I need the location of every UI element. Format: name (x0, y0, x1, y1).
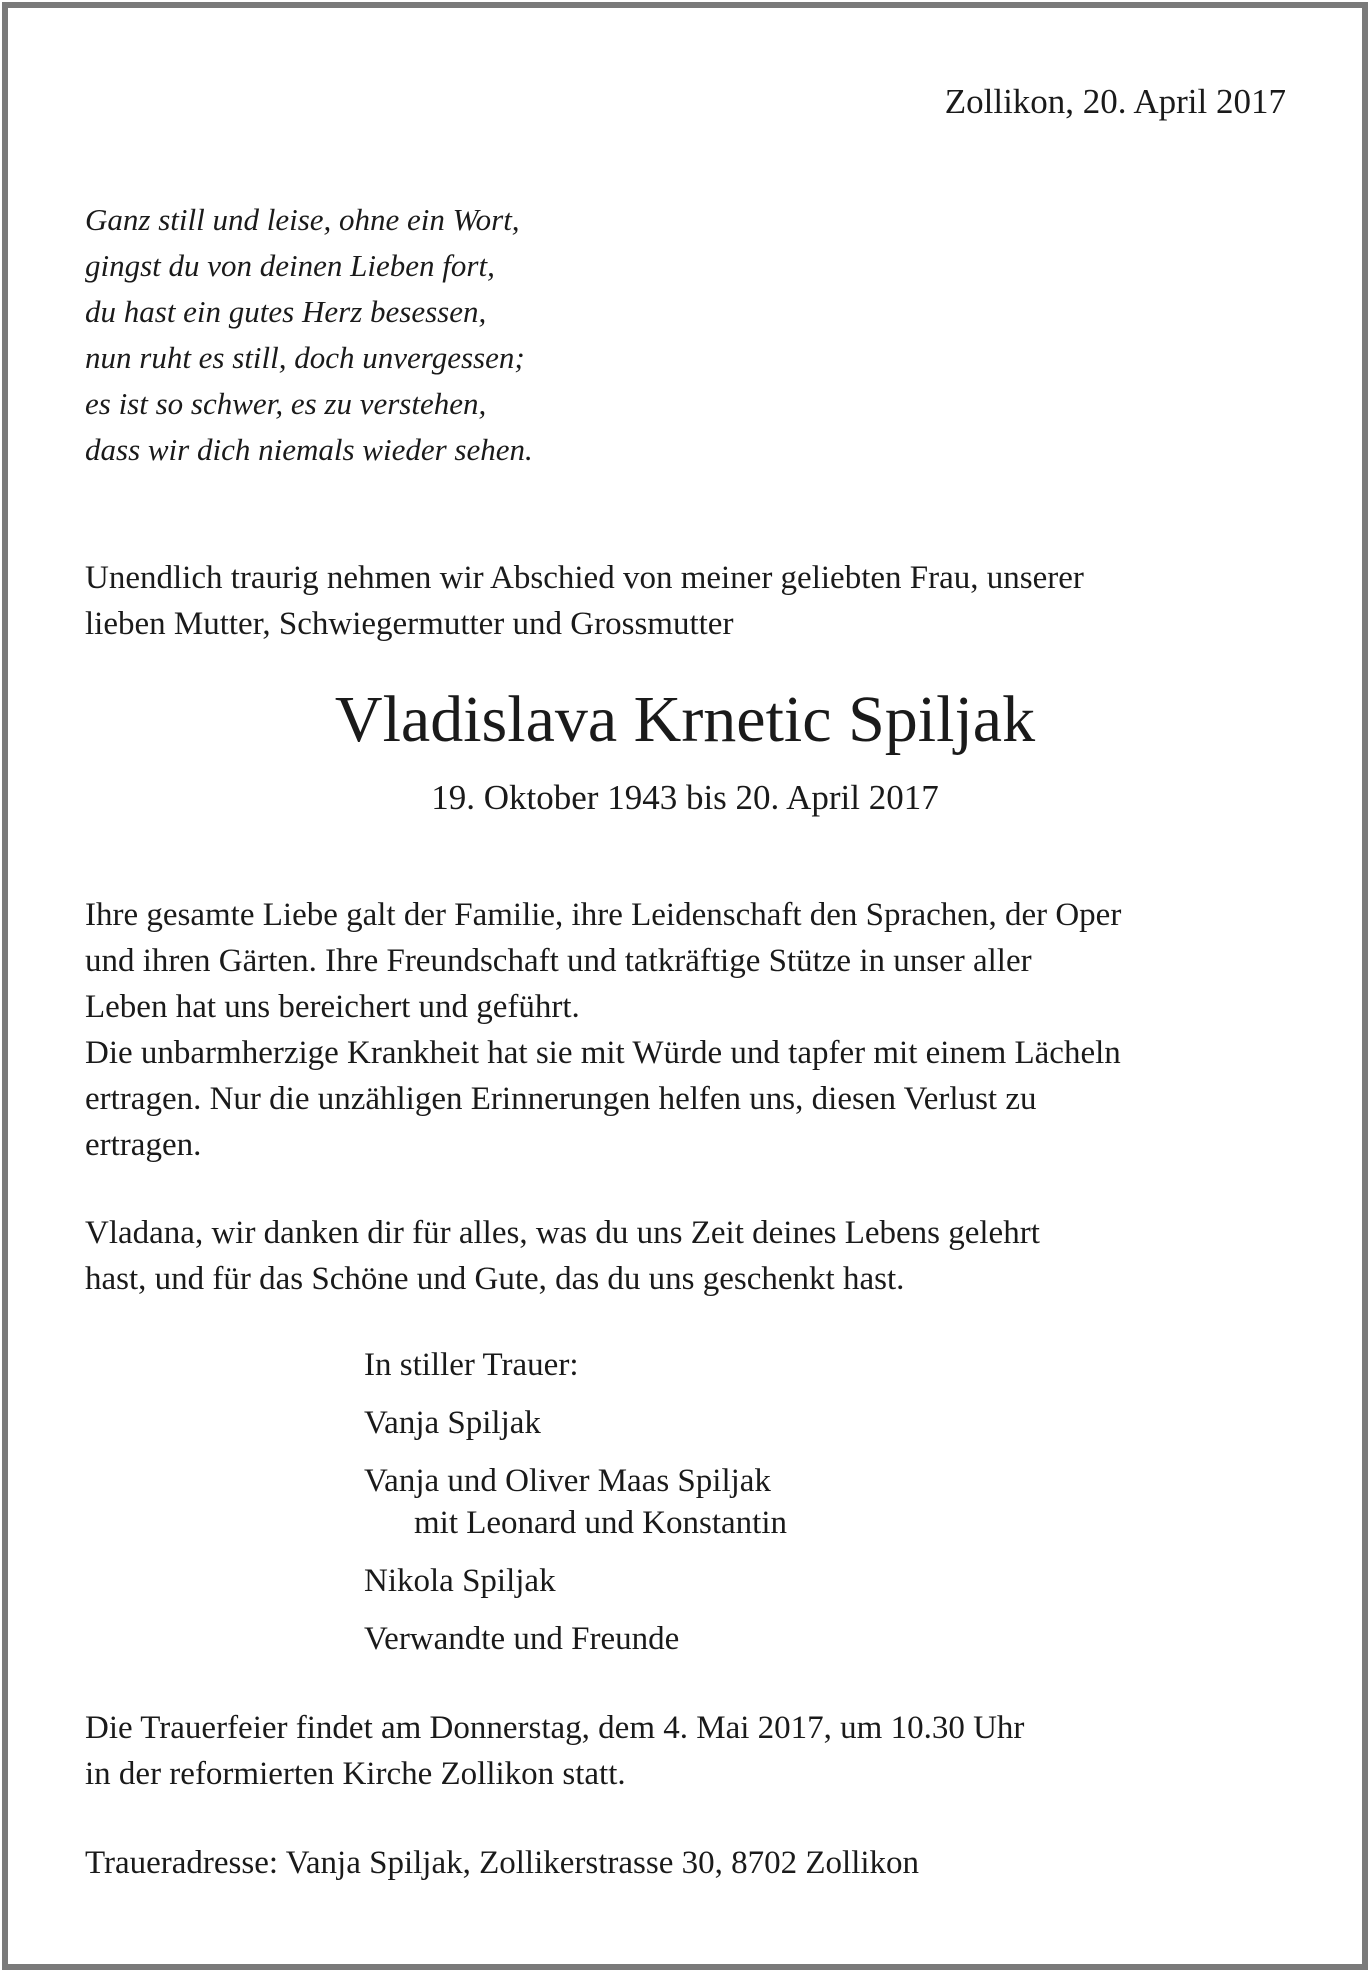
place-and-date: Zollikon, 20. April 2017 (944, 82, 1286, 121)
ceremony-notice (85, 1705, 1024, 1797)
tribute-paragraph (85, 892, 1305, 1168)
thanks-line: Vladana, wir danken dir für alles, was du uns Zeit deines Lebens gelehrt (85, 1215, 1040, 1251)
mourner-name: Vanja und Oliver Maas Spiljak (364, 1463, 771, 1499)
ceremony-line: Die Trauerfeier findet am Donnerstag, dem 4. Mai 2017, um 10.30 Uhr (85, 1710, 1025, 1746)
poem-line: es ist so schwer, es zu verstehen, (85, 386, 487, 421)
poem-line: Ganz still und leise, ohne ein Wort, (85, 202, 520, 237)
tribute-line: Leben hat uns bereichert und geführt. (85, 989, 580, 1025)
mourner-name: Vanja Spiljak (364, 1405, 541, 1441)
mourner-name-continuation: mit Leonard und Konstantin (414, 1505, 788, 1541)
tribute-line: ertragen. (85, 1127, 202, 1163)
thanks-line: hast, und für das Schöne und Gute, das du uns geschenkt hast. (85, 1261, 905, 1297)
poem (85, 197, 533, 473)
mourning-address: Traueradresse: Vanja Spiljak, Zollikerstrasse 30, 8702 Zollikon (85, 1845, 920, 1881)
deceased-name: Vladislava Krnetic Spiljak (334, 683, 1036, 756)
poem-line: dass wir dich niemals wieder sehen. (85, 432, 533, 467)
mourner-name: Nikola Spiljak (364, 1563, 556, 1599)
tribute-line: Ihre gesamte Liebe galt der Familie, ihre Leidenschaft den Sprachen, der Oper (85, 897, 1122, 933)
mourners-list (364, 1344, 787, 1660)
ceremony-line: in der reformierten Kirche Zollikon statt. (85, 1756, 626, 1792)
poem-line: du hast ein gutes Herz besessen, (85, 294, 487, 329)
tribute-line: ertragen. Nur die unzähligen Erinnerungen helfen uns, diesen Verlust zu (85, 1081, 1037, 1117)
intro-line: lieben Mutter, Schwiegermutter und Grossmutter (85, 606, 734, 642)
poem-line: nun ruht es still, doch unvergessen; (85, 340, 525, 375)
thanks-paragraph (85, 1210, 1305, 1302)
life-dates: 19. Oktober 1943 bis 20. April 2017 (431, 778, 939, 817)
mourners-heading: In stiller Trauer: (364, 1347, 579, 1383)
farewell-intro (85, 555, 1285, 647)
tribute-line: Die unbarmherzige Krankheit hat sie mit Würde und tapfer mit einem Lächeln (85, 1035, 1121, 1071)
intro-line: Unendlich traurig nehmen wir Abschied von meiner geliebten Frau, unserer (85, 560, 1084, 596)
poem-line: gingst du von deinen Lieben fort, (85, 248, 495, 283)
tribute-line: und ihren Gärten. Ihre Freundschaft und tatkräftige Stütze in unser aller (85, 943, 1032, 979)
mourner-name: Verwandte und Freunde (364, 1621, 680, 1657)
